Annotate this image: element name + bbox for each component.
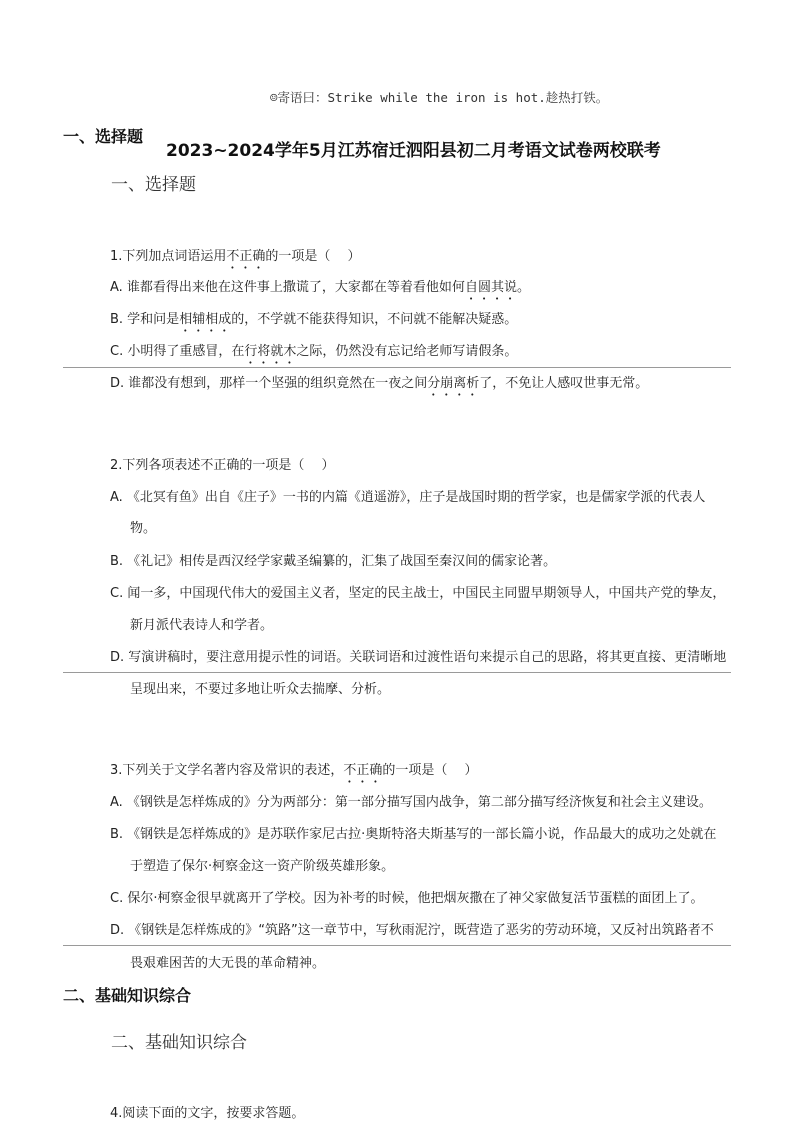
section-heading-1: 一、选择题 (111, 175, 196, 195)
section-heading-2: 二、基础知识综合 (111, 1033, 247, 1053)
emphasis-text: 行将就木 (244, 344, 297, 359)
question-2-option-d-cont: 呈现出来，不要过多地让听众去揣摩、分析。 (130, 682, 391, 697)
question-1-option-c: C. 小明得了重感冒，在行将就木之际，仍然没有忘记给老师写请假条。 (110, 344, 518, 359)
section-heading-1-bold: 一、选择题 (63, 127, 144, 146)
divider-line (63, 672, 731, 673)
emphasis-text: 自圆其说 (464, 280, 517, 295)
question-2-option-b: B. 《礼记》相传是西汉经学家戴圣编纂的，汇集了战国至秦汉间的儒家论著。 (110, 554, 557, 569)
question-2-option-a-cont: 物。 (130, 521, 157, 536)
divider-line (63, 367, 731, 368)
question-2-option-d: D. 写演讲稿时，要注意用提示性的词语。关联词语和过渡性语句来提示自己的思路，将其更直接、更清晰地 (110, 650, 727, 665)
emphasis-text: 相辅相成 (179, 312, 232, 327)
question-3-option-b: B. 《钢铁是怎样炼成的》是苏联作家尼古拉·奥斯特洛夫斯基写的一部长篇小说，作品最大的成功之处就在 (110, 827, 717, 842)
page-title: 2023~2024学年5月江苏宿迁泗阳县初二月考语文试卷两校联考 (166, 141, 661, 161)
question-3-stem: 3.下列关于文学名著内容及常识的表述，不正确的一项是（ ） (110, 763, 478, 778)
question-4-stem: 4.阅读下面的文字，按要求答题。 (110, 1106, 305, 1121)
question-2-option-c: C. 闻一多，中国现代伟大的爱国主义者，坚定的民主战士，中国民主同盟早期领导人，中国共产党的挚友， (110, 586, 726, 601)
question-3-option-d-cont: 畏艰难困苦的大无畏的革命精神。 (130, 956, 326, 971)
question-3-option-b-cont: 于塑造了保尔·柯察金这一资产阶级英雄形象。 (130, 859, 395, 874)
emphasis-text: 不正确 (226, 249, 266, 264)
emphasis-text: 不正确 (343, 763, 383, 778)
divider-line (63, 945, 731, 946)
question-2-stem: 2.下列各项表述不正确的一项是（ ） (110, 458, 335, 473)
question-3-option-d: D. 《钢铁是怎样炼成的》“筑路”这一章节中，写秋雨泥泞，既营造了恶劣的劳动环境，又反衬出筑路者不 (110, 923, 714, 938)
question-1-option-b: B. 学和问是相辅相成的，不学就不能获得知识，不问就不能解决疑惑。 (110, 312, 518, 327)
question-3-option-a: A. 《钢铁是怎样炼成的》分为两部分：第一部分描写国内战争，第二部分描写经济恢复和社会主义建设。 (110, 795, 712, 810)
question-1-option-d: D. 谁都没有想到，那样一个坚强的组织竟然在一夜之间分崩离析了，不免让人感叹世事无常。 (110, 376, 649, 391)
emphasis-text: 分崩离析 (427, 376, 480, 391)
question-1-option-a: A. 谁都看得出来他在这件事上撒谎了，大家都在等着看他如何自圆其说。 (110, 280, 530, 295)
question-2-option-a: A. 《北冥有鱼》出自《庄子》一书的内篇《逍遥游》，庄子是战国时期的哲学家，也是儒家学派的代表人 (110, 490, 706, 505)
question-3-option-c: C. 保尔·柯察金很早就离开了学校。因为补考的时候，他把烟灰撒在了神父家做复活节蛋糕的面团上了。 (110, 891, 704, 906)
motto-line: ☺寄语曰：Strike while the iron is hot.趁热打铁。 (270, 90, 609, 105)
question-1-stem: 1.下列加点词语运用不正确的一项是（ ） (110, 249, 361, 264)
question-2-option-c-cont: 新月派代表诗人和学者。 (130, 618, 274, 633)
section-heading-2-bold: 二、基础知识综合 (63, 986, 192, 1005)
